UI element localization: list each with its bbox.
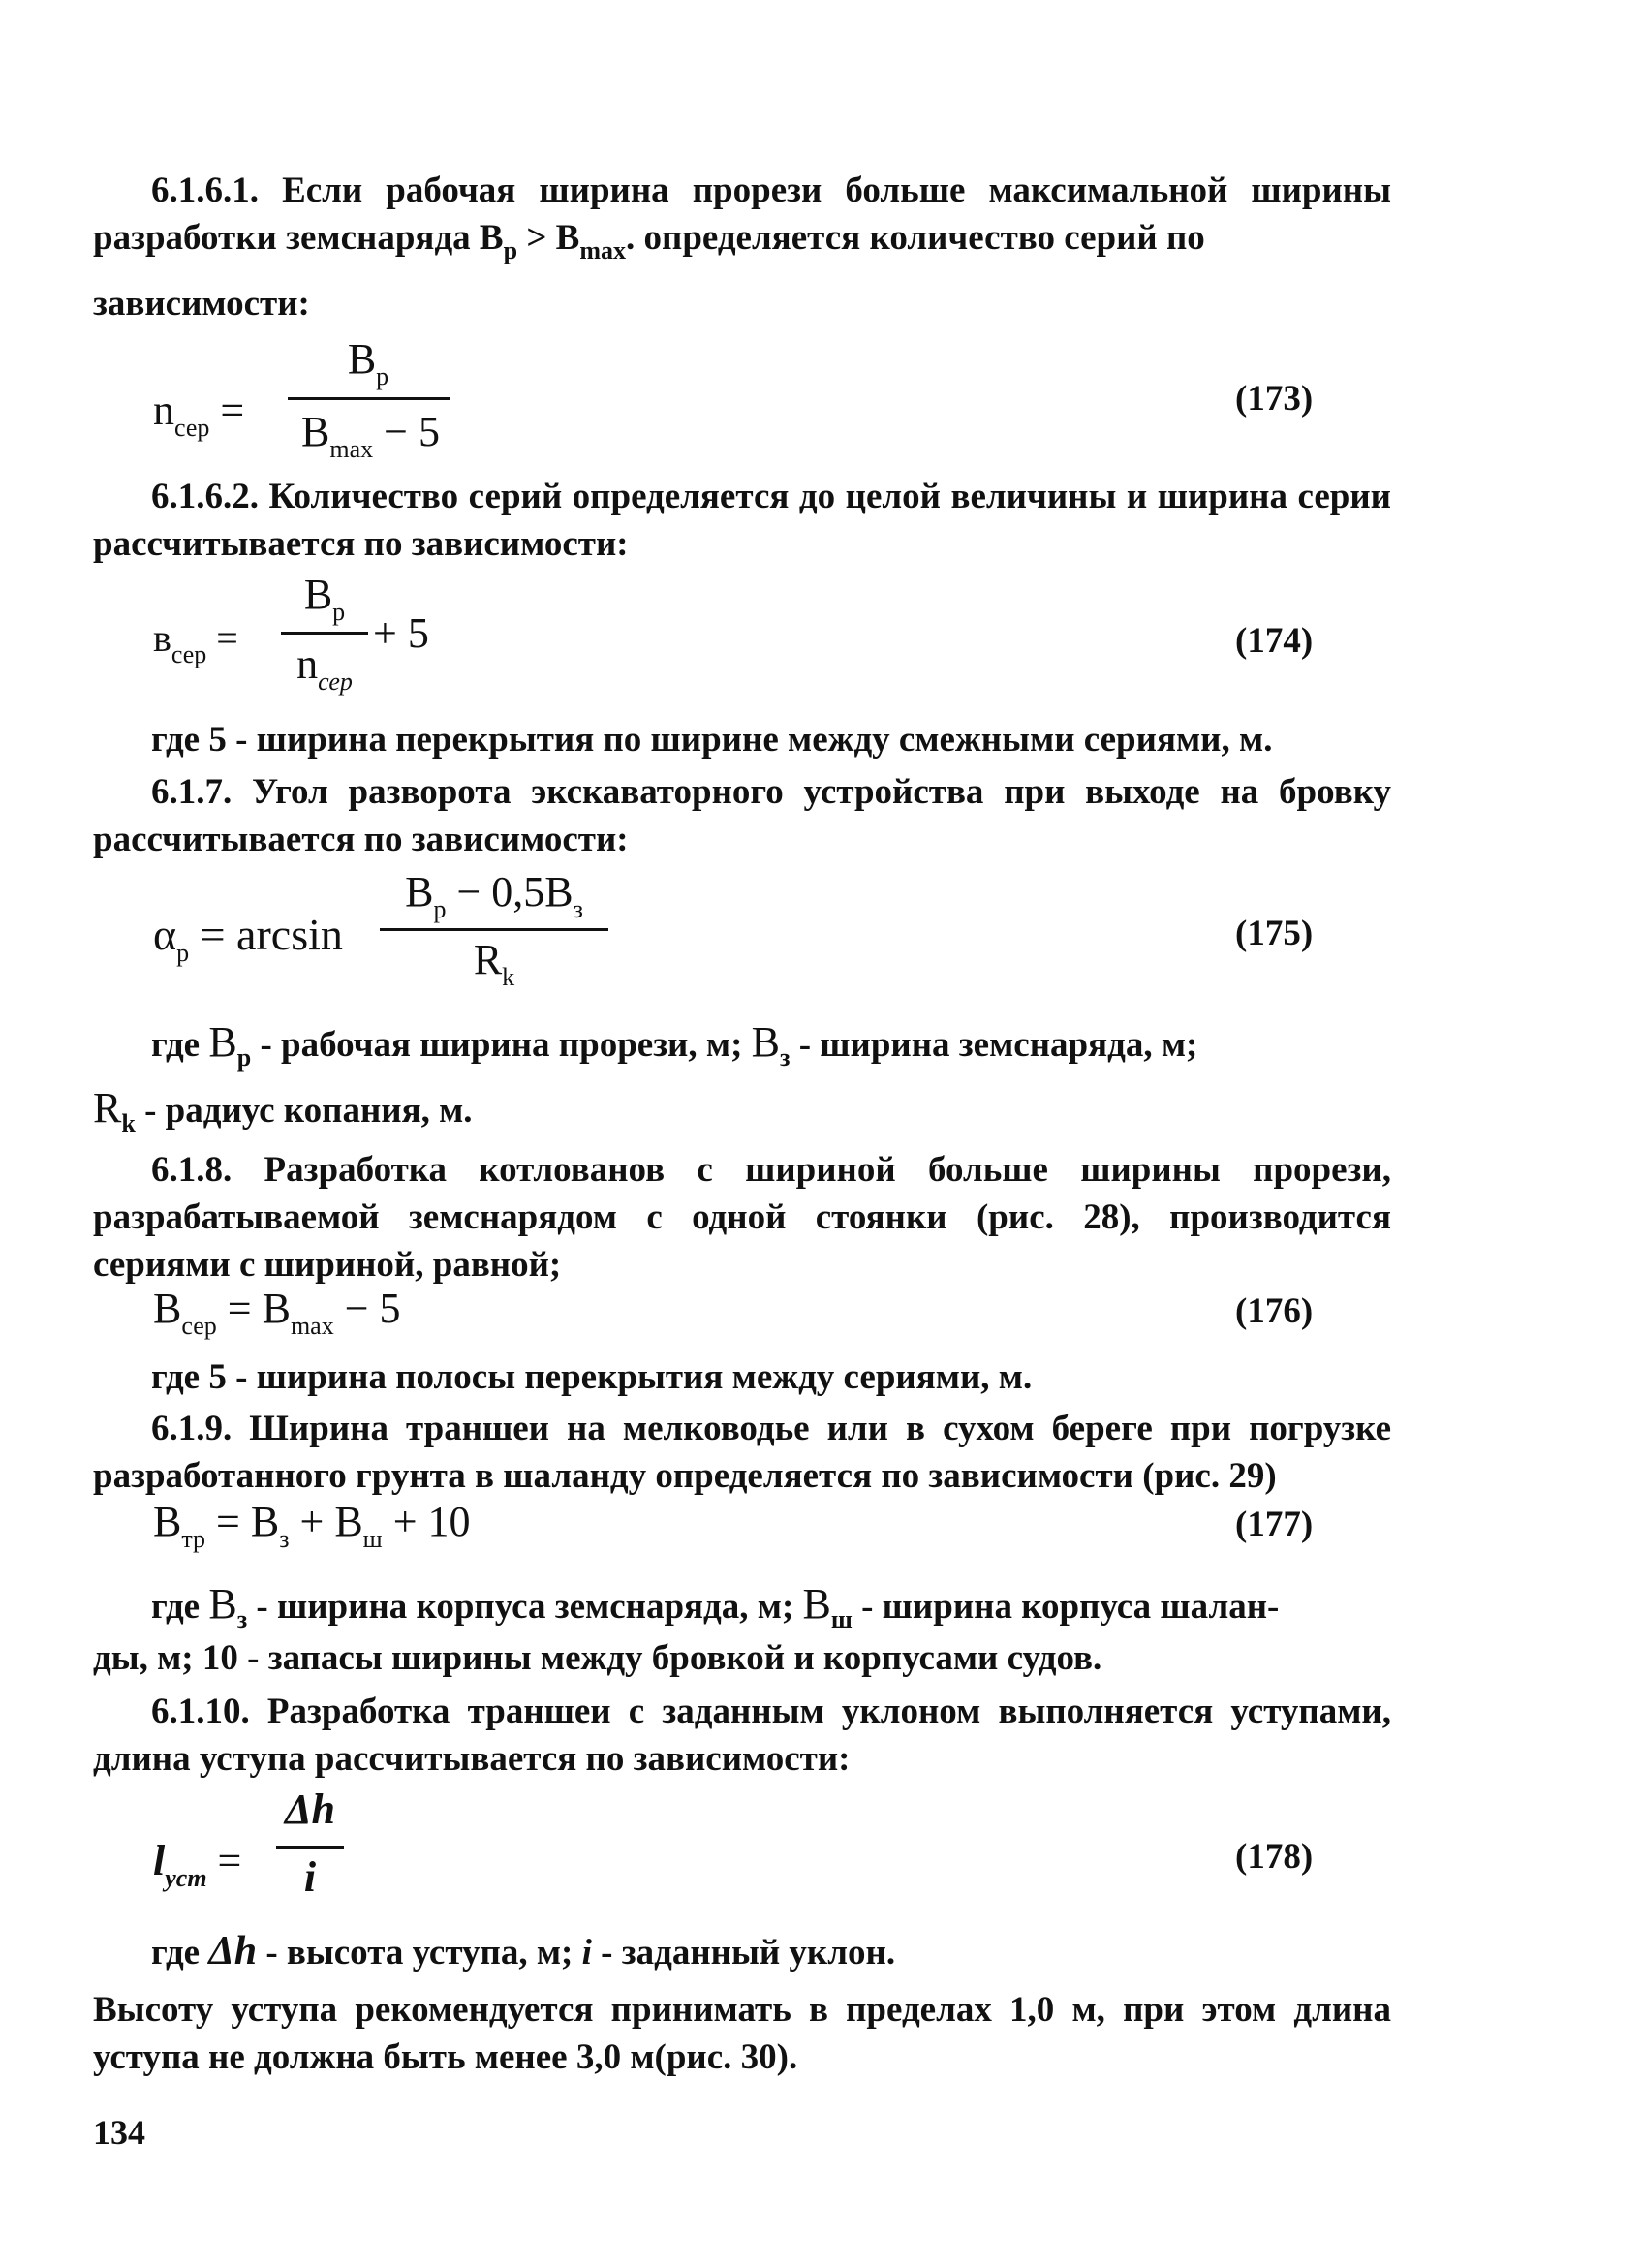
text: > B — [517, 218, 580, 258]
text: − 0,5B — [446, 868, 574, 916]
eq173-lhs — [153, 386, 244, 443]
eq173-numerator — [291, 334, 446, 391]
eq175-lhs — [153, 909, 343, 968]
text: где — [151, 1933, 209, 1973]
paragraph-where-bp — [151, 1017, 1391, 1072]
symbol: B — [405, 868, 434, 916]
subscript: ш — [830, 1605, 853, 1633]
symbol: i — [581, 1933, 592, 1973]
equals: = — [216, 616, 238, 660]
eq176-number: (176) — [1235, 1291, 1314, 1331]
text: - ширина корпуса шалан- — [852, 1587, 1280, 1627]
symbol: B — [153, 1285, 182, 1332]
text: − 5 — [373, 408, 440, 455]
subscript: уст — [165, 1864, 207, 1892]
eq174-numerator — [281, 570, 368, 627]
text: + 10 — [382, 1498, 471, 1545]
symbol: l — [153, 1837, 166, 1884]
symbol: B — [208, 1580, 237, 1628]
paragraph-6-1-6-1-tail: зависимости: — [93, 284, 310, 324]
subscript: max — [579, 236, 626, 264]
symbol: B — [303, 571, 333, 618]
subscript: тр — [181, 1525, 206, 1553]
text: - ширина земснаряда, м; — [790, 1025, 1198, 1065]
subscript: з — [573, 895, 583, 923]
eq178-fraction-bar — [276, 1846, 344, 1849]
subscript: p — [503, 236, 518, 264]
text: - радиус копания, м. — [135, 1091, 473, 1131]
subscript: сер — [174, 414, 210, 442]
equals: = — [217, 1837, 242, 1884]
eq174-lhs — [153, 615, 238, 669]
eq177 — [153, 1497, 471, 1554]
subscript: max — [290, 1312, 334, 1340]
eq173-fraction-bar — [288, 397, 450, 400]
text: где — [151, 1025, 209, 1065]
subscript: k — [121, 1109, 136, 1137]
equals-arcsin: = arcsin — [200, 910, 343, 959]
symbol: B — [153, 1498, 182, 1545]
paragraph-where-dh — [151, 1928, 895, 1974]
text: − 5 — [333, 1285, 401, 1332]
text: - заданный уклон. — [591, 1933, 896, 1973]
text: - рабочая ширина прорези, м; — [251, 1025, 752, 1065]
subscript: p — [236, 1043, 252, 1072]
symbol: в — [153, 616, 171, 660]
text: . определяется количество серий по — [626, 218, 1205, 258]
paragraph-where-b3-tail: ды, м; 10 - запасы ширины между бровкой и корпусами судов. — [93, 1638, 1102, 1678]
text: где — [151, 1587, 209, 1627]
page-number: 134 — [93, 2113, 145, 2152]
symbol: B — [802, 1580, 831, 1628]
subscript: p — [433, 895, 447, 923]
text: + B — [289, 1498, 363, 1545]
subscript: p — [176, 939, 190, 967]
symbol: n — [296, 640, 319, 688]
paragraph-6-1-8: 6.1.8. Разработка котлованов с шириной больше ширины прорези, разрабатываемой земснарядом с одной стоянки (рис. 28), производится сериями с шириной, равной; — [93, 1150, 1391, 1285]
subscript: з — [780, 1043, 791, 1072]
subscript: k — [502, 963, 515, 991]
symbol: α — [153, 910, 177, 959]
symbol: R — [93, 1084, 122, 1132]
symbol: B — [208, 1018, 237, 1066]
paragraph-rk — [93, 1083, 473, 1138]
text: - ширина корпуса земснаряда, м; — [247, 1587, 803, 1627]
text: 6.1.6.1. Если рабочая ширина прорези больше максимальной ширины разработки земснаряда B — [93, 171, 1391, 258]
paragraph-note-5: где 5 - ширина перекрытия по ширине между смежными сериями, м. — [151, 720, 1273, 760]
eq175-numerator — [378, 867, 610, 924]
equals: = — [220, 387, 245, 434]
eq175-denominator — [378, 935, 610, 992]
eq174-tail: + 5 — [373, 609, 429, 657]
eq176 — [153, 1284, 401, 1341]
symbol: R — [473, 936, 503, 983]
eq175-number: (175) — [1235, 914, 1314, 953]
subscript: p — [376, 362, 389, 390]
subscript: max — [329, 435, 374, 463]
subscript: сер — [318, 668, 353, 696]
paragraph-6-1-10: 6.1.10. Разработка траншеи с заданным уклоном выполняется уступами, длина уступа рассчитывается по зависимости: — [93, 1692, 1391, 1779]
symbol: B — [751, 1018, 781, 1066]
symbol: n — [153, 387, 174, 434]
symbol: B — [347, 335, 377, 383]
subscript: з — [279, 1525, 290, 1553]
eq178-numerator: Δh — [284, 1786, 336, 1833]
eq178-number: (178) — [1235, 1837, 1314, 1877]
paragraph-6-1-7: 6.1.7. Угол разворота экскаваторного устройства при выходе на бровку рассчитывается по зависимости: — [93, 772, 1391, 859]
subscript: сер — [181, 1312, 217, 1340]
eq173-denominator — [286, 407, 455, 464]
subscript: p — [332, 598, 346, 626]
equals: = B — [227, 1285, 291, 1332]
symbol: B — [301, 408, 330, 455]
subscript: ш — [362, 1525, 383, 1553]
subscript: з — [236, 1605, 248, 1633]
paragraph-note-strip: где 5 - ширина полосы перекрытия между сериями, м. — [151, 1357, 1033, 1397]
paragraph-where-b3 — [151, 1579, 1391, 1634]
eq178-denominator: i — [303, 1853, 317, 1901]
eq173-number: (173) — [1235, 379, 1314, 419]
equals: = B — [216, 1498, 280, 1545]
paragraph-step-height: Высоту уступа рекомендуется принимать в пределах 1,0 м, при этом длина уступа не должна быть менее 3,0 м(рис. 30). — [93, 1990, 1391, 2077]
eq174-fraction-bar — [281, 632, 368, 635]
eq175-fraction-bar — [380, 928, 608, 931]
eq174-denominator — [276, 639, 373, 697]
eq178-lhs — [153, 1836, 241, 1893]
paragraph-6-1-6-1 — [93, 167, 1391, 274]
paragraph-6-1-9: 6.1.9. Ширина траншеи на мелководье или в сухом береге при погрузке разработанного грунта в шаланду определяется по зависимости (рис. 29) — [93, 1409, 1391, 1496]
eq177-number: (177) — [1235, 1505, 1314, 1544]
symbol: Δh — [208, 1929, 258, 1973]
subscript: сер — [171, 640, 207, 668]
paragraph-6-1-6-2: 6.1.6.2. Количество серий определяется до целой величины и ширина серии рассчитывается по зависимости: — [93, 477, 1391, 564]
eq174-number: (174) — [1235, 621, 1314, 661]
text: - высота уступа, м; — [257, 1933, 582, 1973]
